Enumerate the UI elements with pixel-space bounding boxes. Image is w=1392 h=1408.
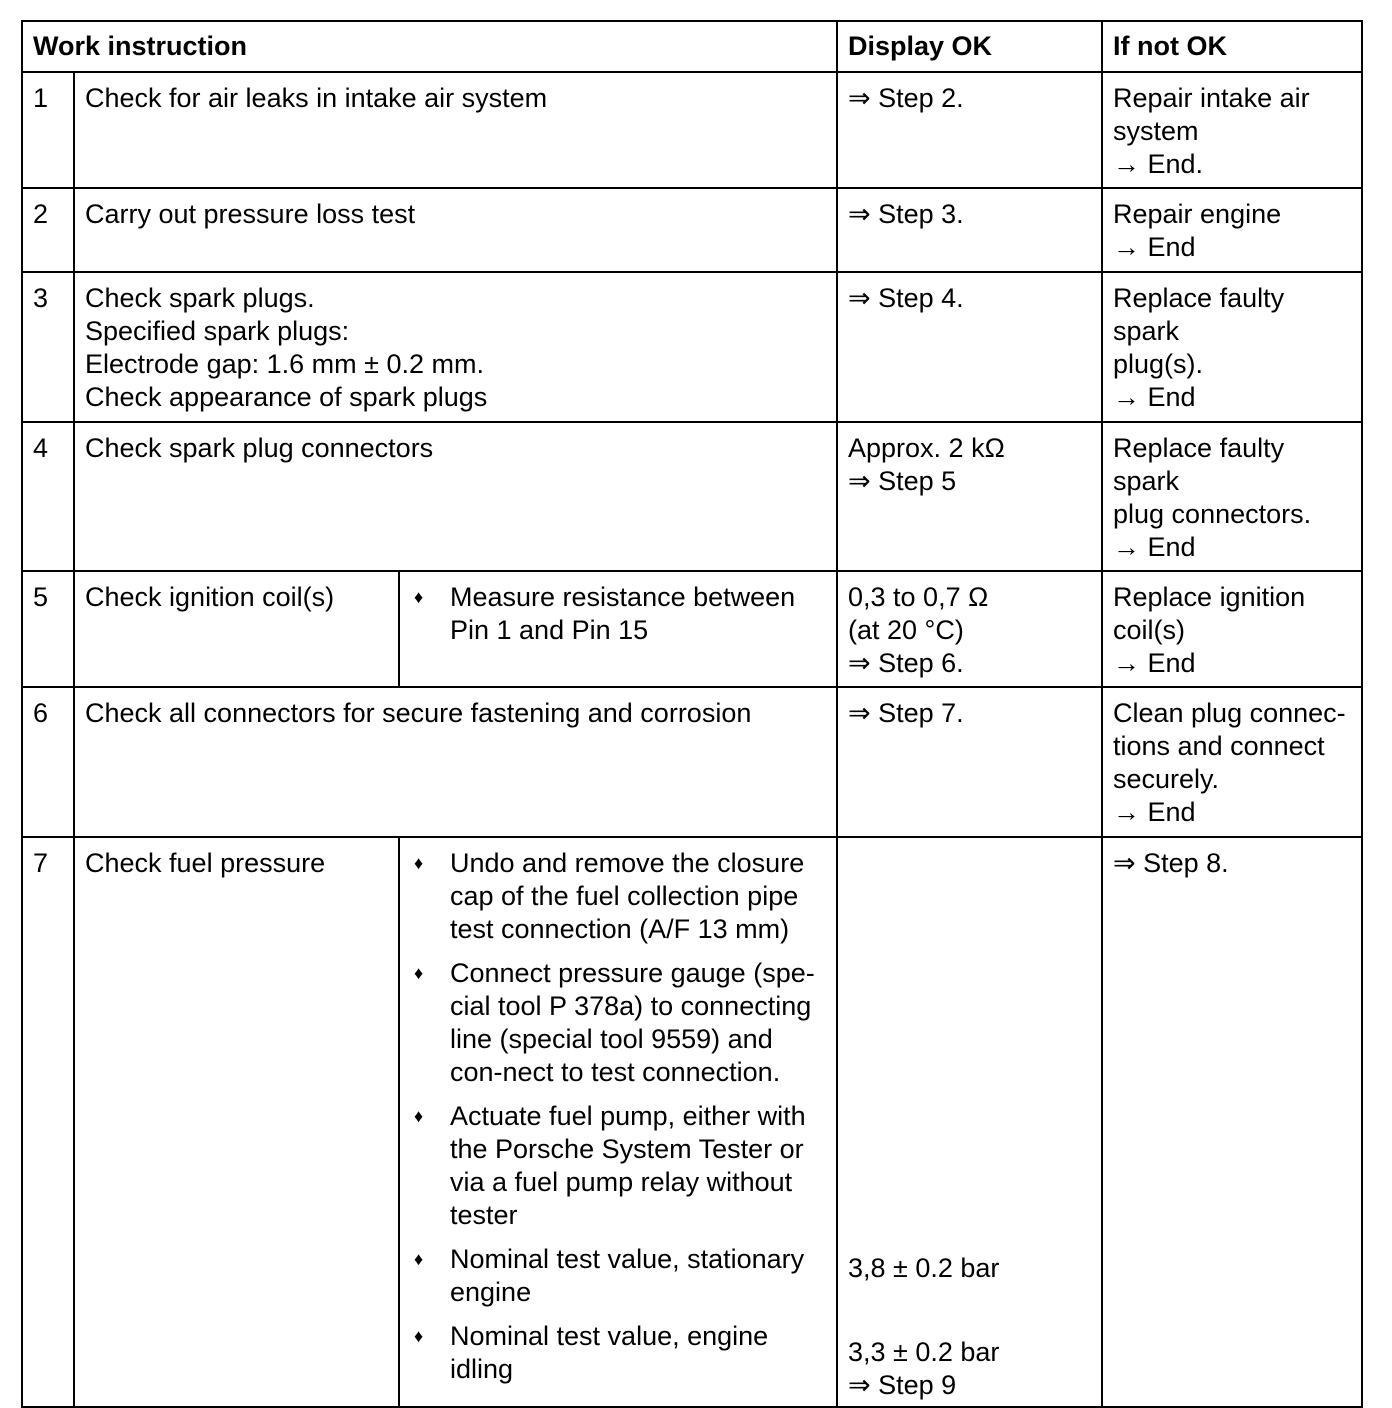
diamond-bullet-icon: ♦ [414,963,424,983]
fuel-pressure-stationary: 3,8 ± 0.2 bar [848,1253,1000,1283]
step-instruction: Carry out pressure loss test [74,188,837,272]
step-number: 7 [22,837,74,1407]
step-number: 5 [22,571,74,687]
header-if-not-ok: If not OK [1102,21,1362,72]
if-not-ok: Replace ignition coil(s) → End [1102,571,1362,687]
header-row [22,21,1362,72]
table-row [22,272,1362,422]
display-ok: ⇒ Step 7. [837,687,1102,837]
table-row [22,188,1362,272]
step-substeps [399,837,837,1407]
if-not-ok: Repair intake air system → End. [1102,72,1362,188]
table-row [22,687,1362,837]
header-display-ok: Display OK [837,21,1102,72]
step-instruction: Check ignition coil(s) [74,571,399,687]
step-instruction: Check spark plugs. Specified spark plugs: Electrode gap: 1.6 mm ± 0.2 mm. Check appearance of spark plugs [74,272,837,422]
if-not-ok: ⇒ Step 8. [1102,837,1362,1407]
list-item: ♦ Actuate fuel pump, either with the Porsche System Tester or via a fuel pump relay without tester [414,1101,806,1230]
list-item: ♦ Nominal test value, engine idling [414,1321,769,1384]
display-ok: 0,3 to 0,7 Ω (at 20 °C) ⇒ Step 6. [837,571,1102,687]
diamond-bullet-icon: ♦ [414,587,424,607]
diamond-bullet-icon: ♦ [414,1326,424,1346]
list-item: ♦ Undo and remove the closure cap of the fuel collection pipe test connection (A/F 13 mm) [414,848,805,944]
step-number: 4 [22,422,74,571]
if-not-ok: Replace faulty spark plug(s). → End [1102,272,1362,422]
display-ok: Approx. 2 kΩ ⇒ Step 5 [837,422,1102,571]
step-instruction: Check all connectors for secure fastening and corrosion [74,687,837,837]
step-instruction: Check for air leaks in intake air system [74,72,837,188]
step-instruction: Check fuel pressure [74,837,399,1407]
table-row [22,422,1362,571]
display-ok: ⇒ Step 3. [837,188,1102,272]
work-instruction-table [21,20,1363,1408]
table-row [22,571,1362,687]
step-number: 1 [22,72,74,188]
step-substeps [399,571,837,687]
table-row [22,837,1362,1407]
step-number: 2 [22,188,74,272]
fuel-pressure-idling: 3,3 ± 0.2 bar ⇒ Step 9 [848,1337,1000,1400]
if-not-ok: Repair engine → End [1102,188,1362,272]
if-not-ok: Replace faulty spark plug connectors. → End [1102,422,1362,571]
header-work-instruction: Work instruction [22,21,837,72]
step-number: 6 [22,687,74,837]
list-item: ♦ Measure resistance between Pin 1 and Pin 15 [414,582,796,645]
if-not-ok: Clean plug connec- tions and connect securely. → End [1102,687,1362,837]
list-item: ♦ Connect pressure gauge (spe-cial tool P 378a) to connecting line (special tool 9559) and con-nect to test connection. [414,958,815,1087]
display-ok [837,837,1102,1407]
step-number: 3 [22,272,74,422]
diamond-bullet-icon: ♦ [414,853,424,873]
display-ok: ⇒ Step 2. [837,72,1102,188]
diamond-bullet-icon: ♦ [414,1249,424,1269]
table-row [22,72,1362,188]
list-item: ♦ Nominal test value, stationary engine [414,1244,805,1307]
display-ok: ⇒ Step 4. [837,272,1102,422]
diamond-bullet-icon: ♦ [414,1106,424,1126]
step-instruction: Check spark plug connectors [74,422,837,571]
